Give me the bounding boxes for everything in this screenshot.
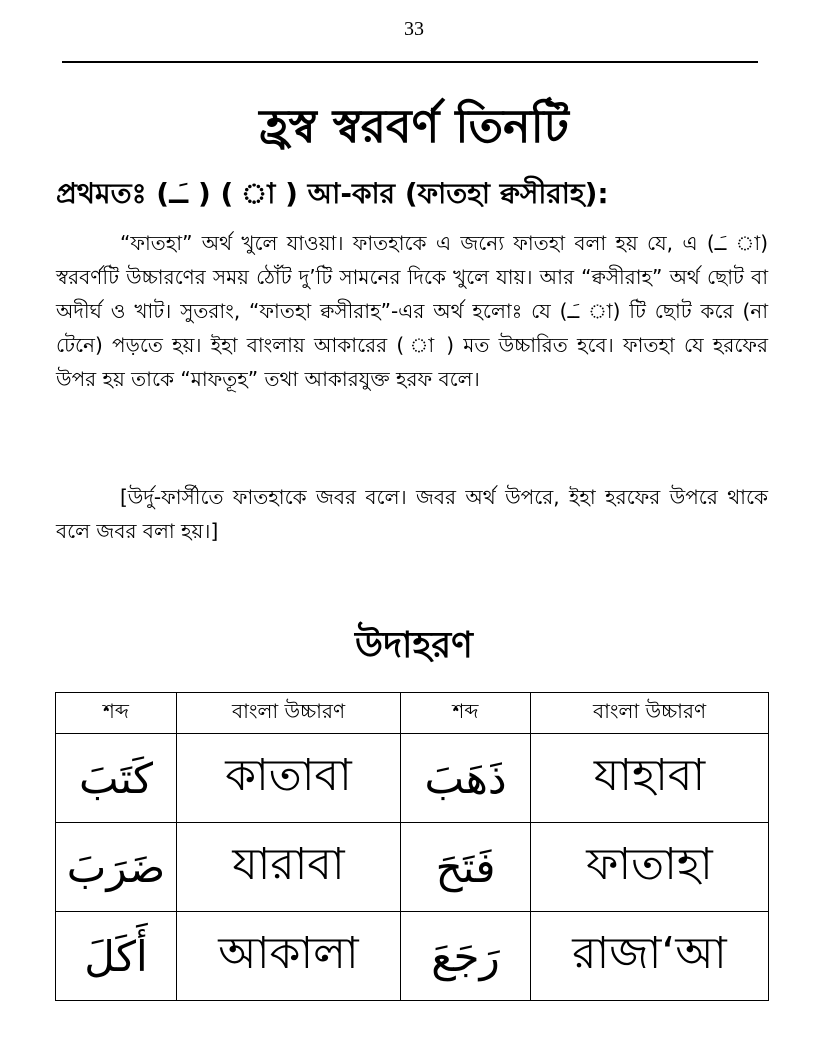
table-header-row xyxy=(56,693,769,734)
arabic-word: كَتَبَ xyxy=(56,734,177,823)
examples-table xyxy=(55,692,769,1001)
column-header-word: শব্দ xyxy=(56,693,177,734)
arabic-word: فَتَحَ xyxy=(401,823,531,912)
paragraph-fatha-explanation: “ফাতহা” অর্থ খুলে যাওয়া। ফাতহাকে এ জন্যে ফাতহা বলা হয় যে, এ (ـَـ া) স্বরবর্ণটি উচ্চারণের সময় ঠোঁট দু’টি সামনের দিকে খুলে যায়। আর “ক্বসীরাহ” অর্থ ছোট বা অদীর্ঘ ও খাট। সুতরাং, “ফাতহা ক্বসীরাহ”-এর অর্থ হলোঃ যে (ـَـ া) টি ছোট করে (না টেনে) পড়তে হয়। ইহা বাংলায় আকারের ( া ) মত উচ্চারিত হবে। ফাতহা যে হরফের উপর হয় তাকে “মাফতূহ” তথা আকারযুক্ত হরফ বলে। xyxy=(56,231,769,391)
paragraph-urdu-note: [উর্দু-ফার্সীতে ফাতহাকে জবর বলে। জবর অর্থ উপরে, ইহা হরফের উপরে থাকে বলে জবর বলা হয়।] xyxy=(56,485,768,543)
table-row xyxy=(56,823,769,912)
column-header-pronunciation: বাংলা উচ্চারণ xyxy=(177,693,401,734)
page-title: হ্রস্ব স্বরবর্ণ তিনটি xyxy=(259,99,569,153)
arabic-word: ضَرَبَ xyxy=(56,823,177,912)
arabic-word: ذَهَبَ xyxy=(401,734,531,823)
table-row xyxy=(56,912,769,1001)
examples-heading: উদাহরণ xyxy=(355,625,473,666)
bangla-pronunciation: ফাতাহা xyxy=(531,823,769,912)
column-header-word: শব্দ xyxy=(401,693,531,734)
arabic-word: رَجَعَ xyxy=(401,912,531,1001)
column-header-pronunciation: বাংলা উচ্চারণ xyxy=(531,693,769,734)
bangla-pronunciation: আকালা xyxy=(177,912,401,1001)
arabic-word: أَكَلَ xyxy=(56,912,177,1001)
header-rule xyxy=(62,61,758,63)
bangla-pronunciation: যারাবা xyxy=(177,823,401,912)
bangla-pronunciation: রাজা‘আ xyxy=(531,912,769,1001)
table-row xyxy=(56,734,769,823)
bangla-pronunciation: কাতাবা xyxy=(177,734,401,823)
page-number: 33 xyxy=(404,18,424,40)
bangla-pronunciation: যাহাবা xyxy=(531,734,769,823)
section-subheading: প্রথমতঃ (ـَـ ) ( া ) আ-কার (ফাতহা ক্বসীরাহ): xyxy=(56,177,609,210)
